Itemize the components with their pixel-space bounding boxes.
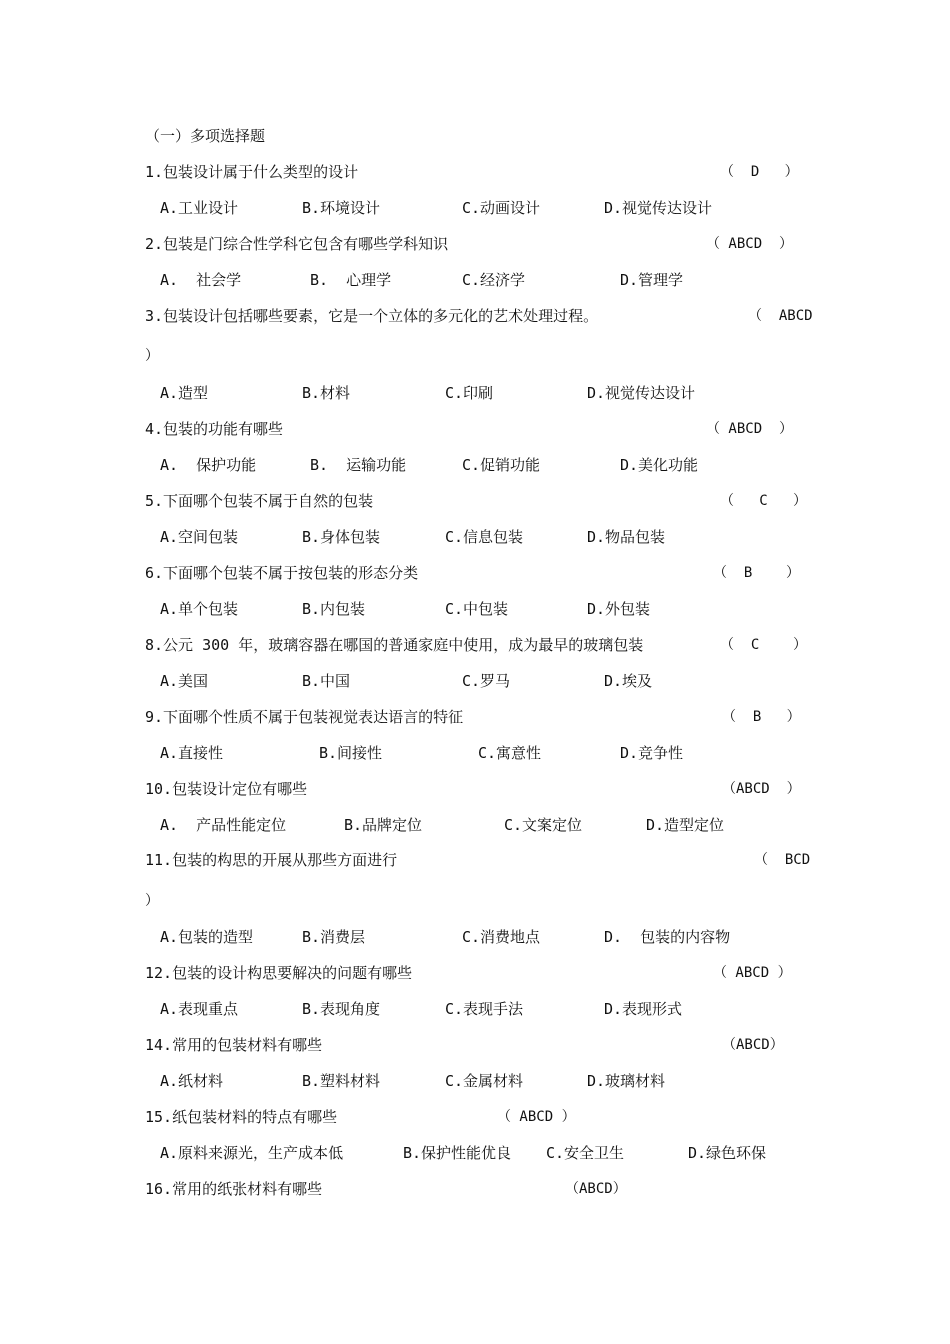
question-11-option-d: D. 包装的内容物	[604, 928, 731, 946]
question-3-option-b: B.材料	[302, 384, 351, 402]
question-15-option-b: B.保护性能优良	[403, 1144, 512, 1162]
question-9-option-d: D.竞争性	[620, 744, 684, 762]
question-2-option-d: D.管理学	[620, 271, 684, 289]
question-12-option-d: D.表现形式	[604, 1000, 683, 1018]
question-11-option-b: B.消费层	[302, 928, 366, 946]
question-1-option-c: C.动画设计	[462, 199, 541, 217]
question-1-answer: （ D ）	[720, 164, 799, 180]
question-6-option-a: A.单个包装	[160, 600, 239, 618]
question-3-option-d: D.视觉传达设计	[587, 384, 696, 402]
question-3-text: 3.包装设计包括哪些要素，它是一个立体的多元化的艺术处理过程。	[145, 307, 599, 325]
question-8-option-b: B.中国	[302, 672, 351, 690]
question-8-option-a: A.美国	[160, 672, 209, 690]
question-2-answer: （ ABCD ）	[706, 236, 794, 252]
question-15-answer: （ ABCD ）	[497, 1109, 576, 1125]
question-10-option-c: C.文案定位	[504, 816, 583, 834]
question-9-text: 9.下面哪个性质不属于包装视觉表达语言的特征	[145, 708, 464, 726]
question-14-option-d: D.玻璃材料	[587, 1072, 666, 1090]
question-4-option-d: D.美化功能	[620, 456, 699, 474]
question-5-option-b: B.身体包装	[302, 528, 381, 546]
question-12-option-c: C.表现手法	[445, 1000, 524, 1018]
question-5-option-a: A.空间包装	[160, 528, 239, 546]
question-10-answer: （ABCD ）	[722, 781, 801, 797]
question-5-text: 5.下面哪个包装不属于自然的包装	[145, 492, 374, 510]
question-4-answer: （ ABCD ）	[706, 421, 794, 437]
question-9-answer: （ B ）	[722, 709, 801, 725]
question-10-text: 10.包装设计定位有哪些	[145, 780, 308, 798]
question-11-option-c: C.消费地点	[462, 928, 541, 946]
question-6-option-d: D.外包装	[587, 600, 651, 618]
question-14-option-a: A.纸材料	[160, 1072, 224, 1090]
question-6-text: 6.下面哪个包装不属于按包装的形态分类	[145, 564, 419, 582]
question-1-text: 1.包装设计属于什么类型的设计	[145, 163, 359, 181]
question-11-option-a: A.包装的造型	[160, 928, 254, 946]
question-14-option-b: B.塑料材料	[302, 1072, 381, 1090]
question-9-option-a: A.直接性	[160, 744, 224, 762]
question-1-option-b: B.环境设计	[302, 199, 381, 217]
question-2-option-c: C.经济学	[462, 271, 526, 289]
question-8-option-d: D.埃及	[604, 672, 653, 690]
question-5-option-d: D.物品包装	[587, 528, 666, 546]
question-15-option-c: C.安全卫生	[546, 1144, 625, 1162]
question-6-option-b: B.内包装	[302, 600, 366, 618]
question-2-text: 2.包装是门综合性学科它包含有哪些学科知识	[145, 235, 449, 253]
question-16-answer: （ABCD）	[565, 1181, 627, 1197]
question-12-text: 12.包装的设计构思要解决的问题有哪些	[145, 964, 413, 982]
question-16-text: 16.常用的纸张材料有哪些	[145, 1180, 323, 1198]
question-10-option-d: D.造型定位	[646, 816, 725, 834]
question-12-answer: （ ABCD ）	[713, 965, 792, 981]
question-3-option-a: A.造型	[160, 384, 209, 402]
question-15-text: 15.纸包装材料的特点有哪些	[145, 1108, 338, 1126]
question-14-answer: （ABCD）	[722, 1037, 784, 1053]
question-15-option-a: A.原料来源光，生产成本低	[160, 1144, 344, 1162]
question-10-option-a: A. 产品性能定位	[160, 816, 287, 834]
question-3-answer-close: ）	[145, 348, 159, 364]
question-14-option-c: C.金属材料	[445, 1072, 524, 1090]
question-4-text: 4.包装的功能有哪些	[145, 420, 284, 438]
question-8-text: 8.公元 300 年，玻璃容器在哪国的普通家庭中使用，成为最早的玻璃包装	[145, 636, 644, 654]
question-10-option-b: B.品牌定位	[344, 816, 423, 834]
question-1-option-d: D.视觉传达设计	[604, 199, 713, 217]
question-8-answer: （ C ）	[720, 637, 808, 653]
question-11-answer: （ BCD	[754, 852, 811, 868]
question-11-answer-close: ）	[145, 893, 159, 909]
question-3-answer: （ ABCD	[748, 308, 813, 324]
question-15-option-d: D.绿色环保	[688, 1144, 767, 1162]
question-6-answer: （ B ）	[713, 565, 801, 581]
question-4-option-c: C.促销功能	[462, 456, 541, 474]
question-2-option-a: A. 社会学	[160, 271, 242, 289]
question-4-option-b: B. 运输功能	[310, 456, 407, 474]
question-6-option-c: C.中包装	[445, 600, 509, 618]
question-5-option-c: C.信息包装	[445, 528, 524, 546]
question-14-text: 14.常用的包装材料有哪些	[145, 1036, 323, 1054]
question-1-option-a: A.工业设计	[160, 199, 239, 217]
question-9-option-c: C.寓意性	[478, 744, 542, 762]
question-12-option-b: B.表现角度	[302, 1000, 381, 1018]
section-title: （一）多项选择题	[145, 127, 266, 145]
question-9-option-b: B.间接性	[319, 744, 383, 762]
question-3-option-c: C.印刷	[445, 384, 494, 402]
question-4-option-a: A. 保护功能	[160, 456, 257, 474]
question-12-option-a: A.表现重点	[160, 1000, 239, 1018]
question-5-answer: （ C ）	[720, 493, 808, 509]
question-11-text: 11.包装的构思的开展从那些方面进行	[145, 851, 398, 869]
question-8-option-c: C.罗马	[462, 672, 511, 690]
question-2-option-b: B. 心理学	[310, 271, 392, 289]
